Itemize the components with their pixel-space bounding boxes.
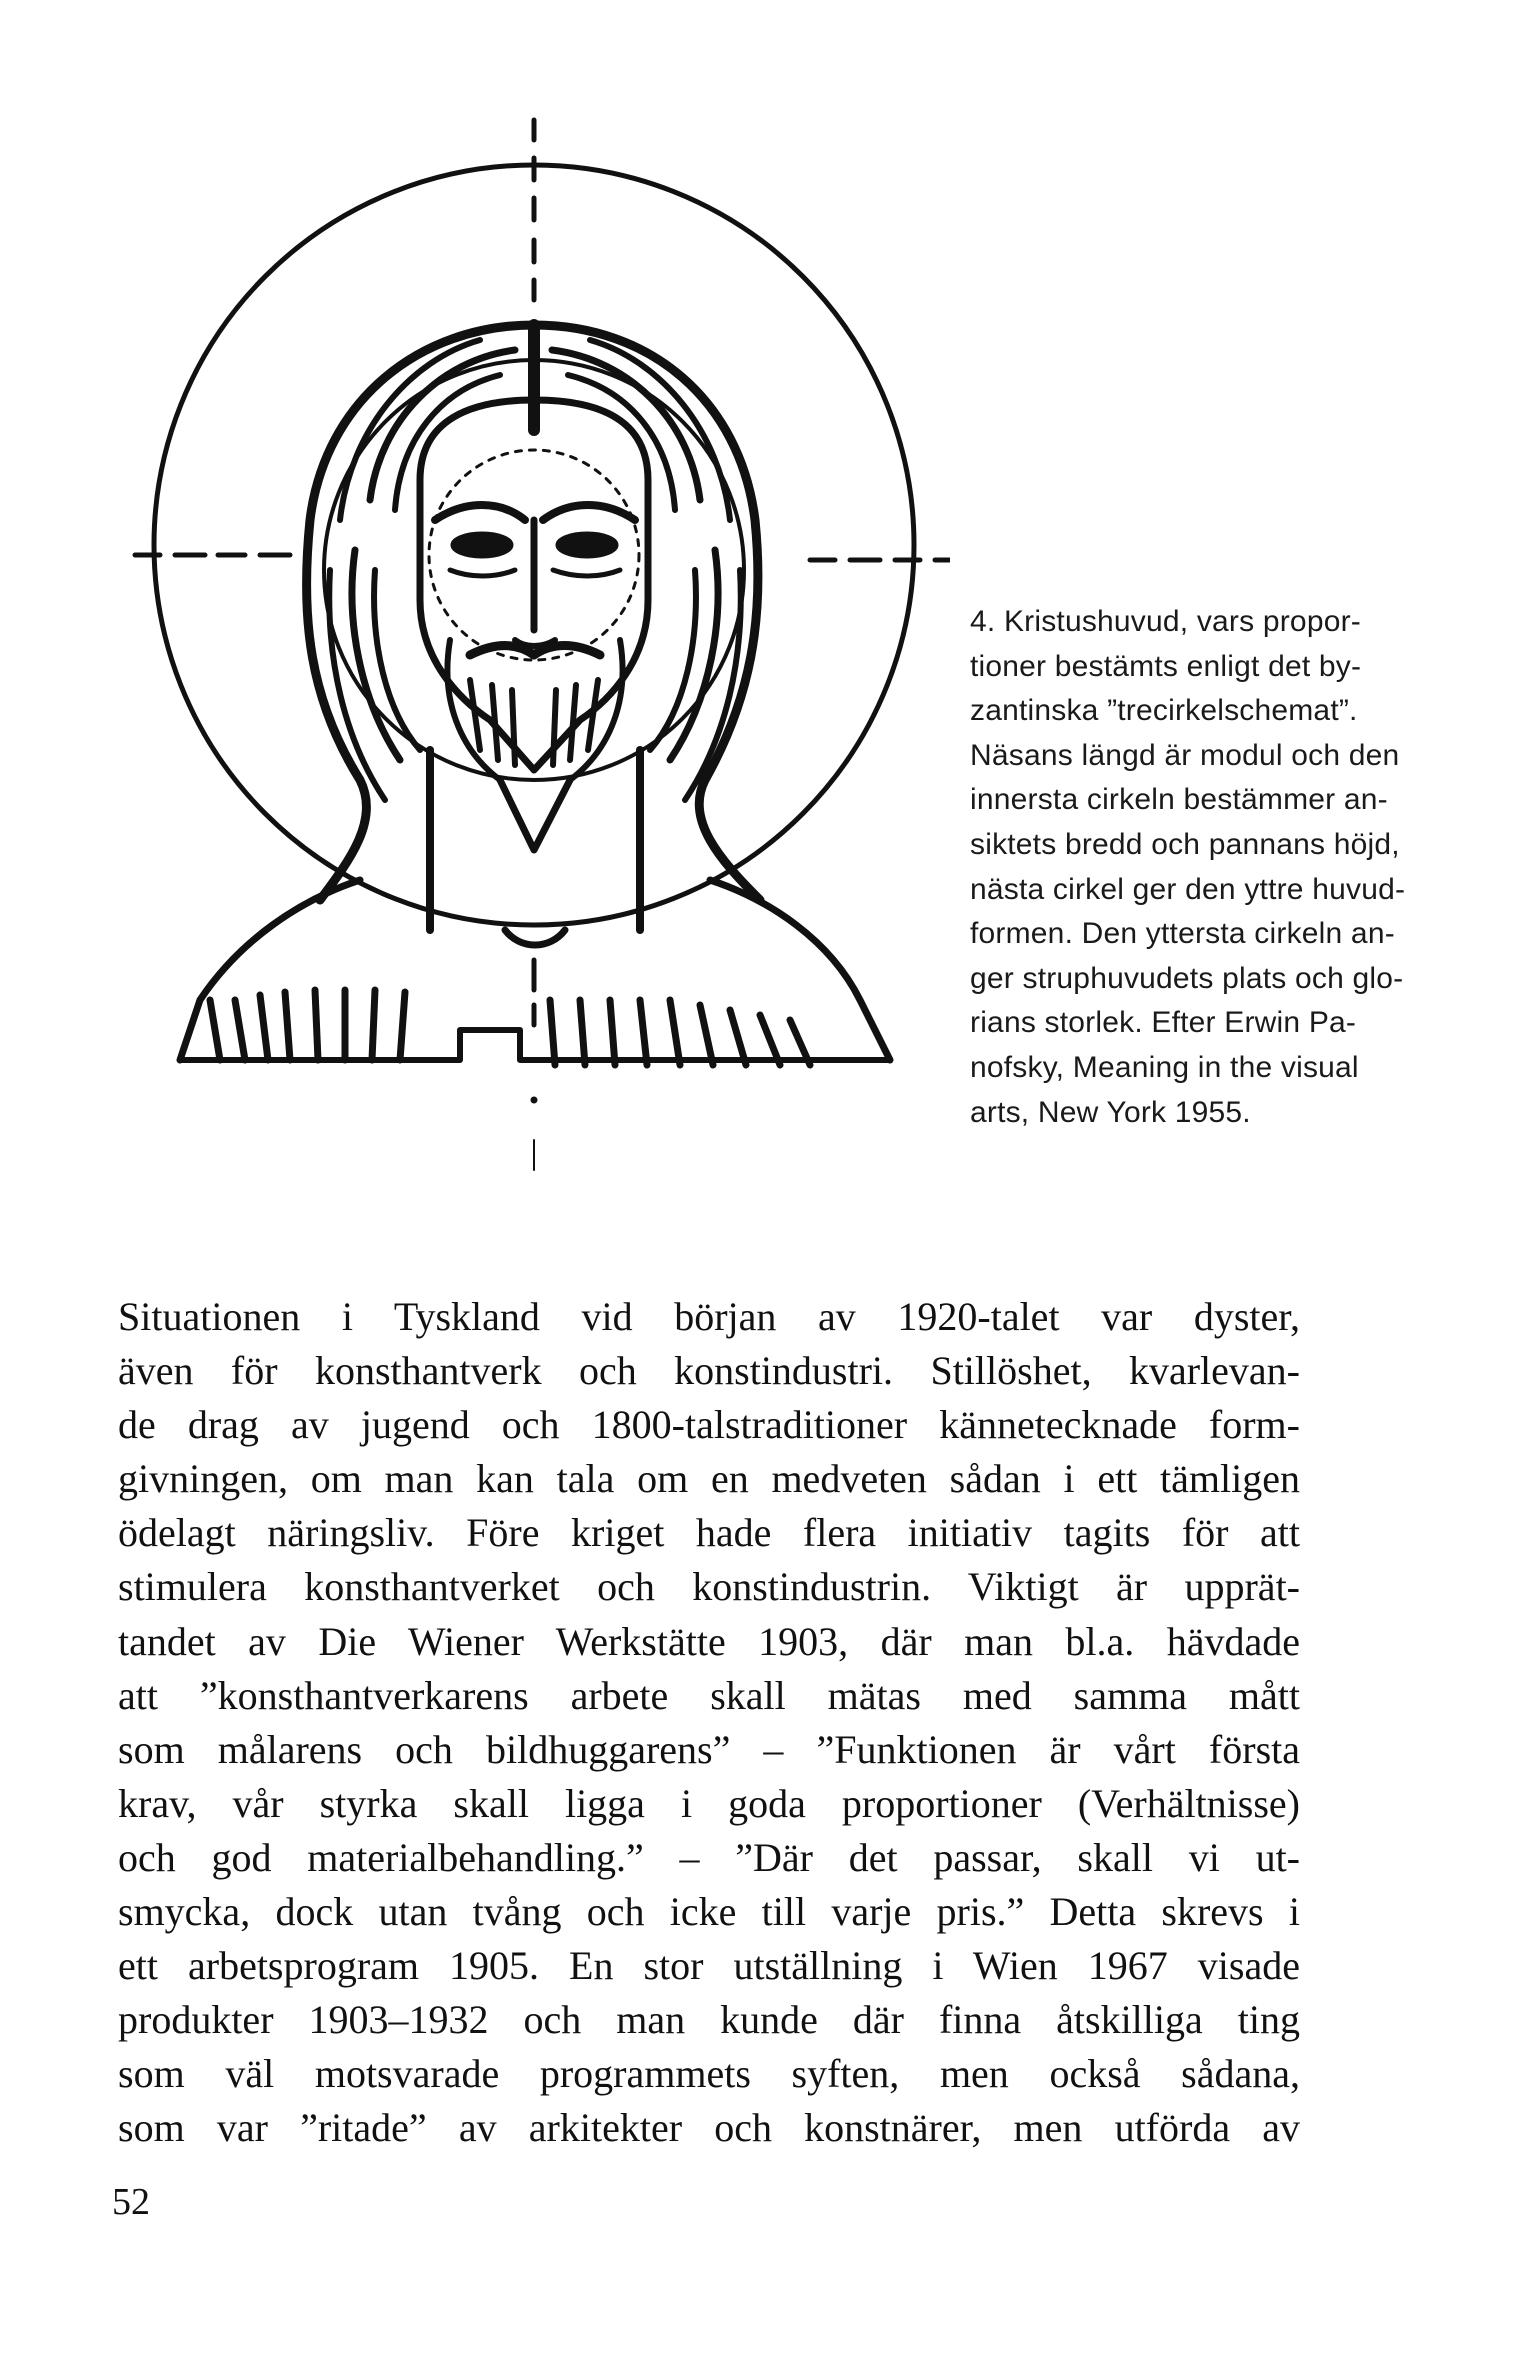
caption-line: Näsans längd är modul och den (970, 738, 1400, 772)
caption-line: tioner bestämts enligt det by- (970, 649, 1362, 683)
christ-head-illustration (120, 100, 950, 1180)
caption-line: nofsky, Meaning in the visual (970, 1050, 1359, 1084)
page-number: 52 (112, 2181, 150, 2223)
body-line: produkter 1903–1932 och man kunde där finna åtskilliga ting (118, 1997, 1300, 2043)
body-line: givningen, om man kan tala om en medveten sådan i ett tämligen (118, 1456, 1300, 1502)
christ-head-drawing (120, 100, 950, 1180)
caption-line: ger struphuvudets plats och glo- (970, 961, 1404, 995)
body-line: som var ”ritade” av arkitekter och konstnärer, men utförda av (118, 2105, 1300, 2151)
caption-line: rians storlek. Efter Erwin Pa- (970, 1006, 1357, 1040)
body-line: de drag av jugend och 1800-talstraditioner kännetecknade form- (118, 1402, 1300, 1448)
caption-line: formen. Den yttersta cirkeln an- (970, 917, 1395, 951)
caption-line: arts, New York 1955. (970, 1095, 1251, 1129)
body-line: smycka, dock utan tvång och icke till varje pris.” Detta skrevs i (118, 1889, 1300, 1935)
body-line: tandet av Die Wiener Werkstätte 1903, där man bl.a. hävdade (118, 1618, 1300, 1664)
body-line: krav, vår styrka skall ligga i goda proportioner (Verhältnisse) (118, 1780, 1300, 1826)
body-line: stimulera konsthantverket och konstindustrin. Viktigt är upprät- (118, 1564, 1300, 1610)
caption-line: 4. Kristushuvud, vars propor- (970, 605, 1361, 638)
body-line: och god materialbehandling.” – ”Där det passar, skall vi ut- (118, 1834, 1300, 1880)
caption-line: innersta cirkeln bestämmer an- (970, 783, 1388, 817)
body-line: ödelagt näringsliv. Före kriget hade flera initiativ tagits för att (118, 1510, 1300, 1556)
caption-line: zantinska ”trecirkelschemat”. (970, 694, 1358, 728)
figure-caption (970, 600, 1465, 1135)
body-line: ett arbetsprogram 1905. En stor utställning i Wien 1967 visade (118, 1943, 1300, 1989)
body-line: som väl motsvarade programmets syften, men också sådana, (118, 2051, 1300, 2097)
body-line: även för konsthantverk och konstindustri. Stillöshet, kvarlevan- (118, 1348, 1300, 1394)
body-line: som målarens och bildhuggarens” – ”Funktionen är vårt första (118, 1726, 1300, 1772)
caption-line: siktets bredd och pannans höjd, (970, 827, 1400, 861)
caption-line: nästa cirkel ger den yttre huvud- (970, 872, 1406, 906)
body-line: att ”konsthantverkarens arbete skall mätas med samma mått (118, 1672, 1300, 1718)
body-line: Situationen i Tyskland vid början av 1920-talet var dyster, (118, 1294, 1300, 1339)
body-paragraph (118, 1290, 1300, 2156)
